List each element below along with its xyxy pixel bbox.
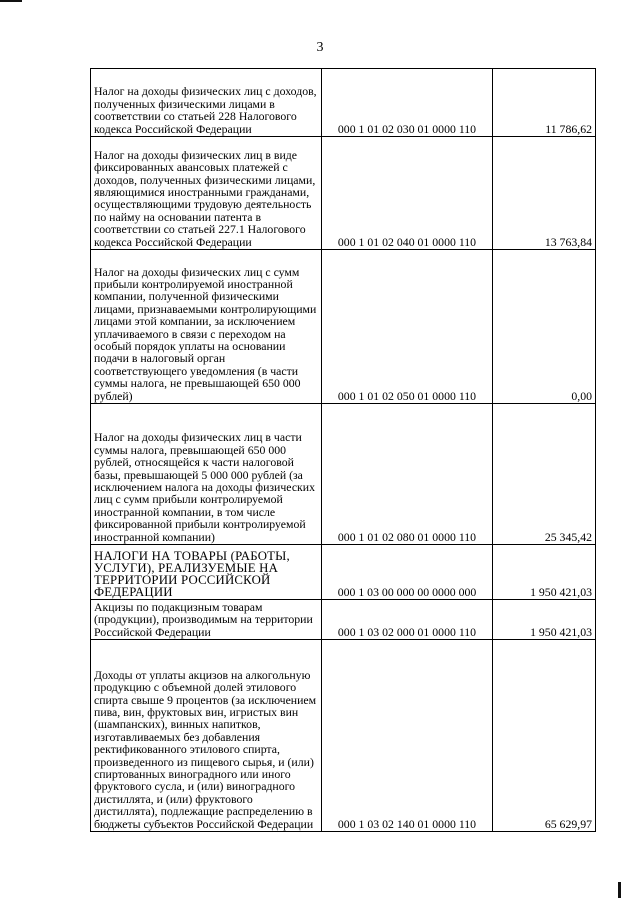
row-name: Акцизы по подакцизным товарам (продукции), производимым на территории Российской Федерации xyxy=(91,600,322,640)
row-name: Доходы от уплаты акцизов на алкогольную продукцию с объемной долей этилового спирта свыше 9 процентов (за исключением пива, вин, фруктовых вин, игристых вин (шампанских), винных напитков, изготавливаемых без добавления ректификованного этилового спирта, произведенного из пищевого сырья, и (или) спиртованных виноградного или иного фруктового сусла, и (или) виноградного дистиллята, и (или) фруктового дистиллята), подлежащие распределению в бюджеты субъектов Российской Федерации xyxy=(91,640,322,832)
table-row xyxy=(91,404,596,545)
row-amount: 11 786,62 xyxy=(493,69,596,137)
row-code: 000 1 03 02 140 01 0000 110 xyxy=(322,640,493,832)
row-name: Налог на доходы физических лиц с доходов, полученных физическими лицами в соответствии со статьей 228 Налогового кодекса Российской Федерации xyxy=(91,69,322,137)
row-code: 000 1 01 02 040 01 0000 110 xyxy=(322,137,493,250)
row-amount: 65 629,97 xyxy=(493,640,596,832)
scan-edge-mark xyxy=(618,882,621,898)
table-row-section xyxy=(91,545,596,600)
row-name: НАЛОГИ НА ТОВАРЫ (РАБОТЫ, УСЛУГИ), РЕАЛИЗУЕМЫЕ НА ТЕРРИТОРИИ РОССИЙСКОЙ ФЕДЕРАЦИИ xyxy=(91,545,322,600)
table-row xyxy=(91,137,596,250)
table-row xyxy=(91,600,596,640)
row-amount: 25 345,42 xyxy=(493,404,596,545)
row-name: Налог на доходы физических лиц с сумм прибыли контролируемой иностранной компании, полученной физическими лицами, признаваемыми контролирующими лицами этой компании, за исключением уплачиваемого в связи с переходом на особый порядок уплаты на основании подачи в налоговый орган соответствующего уведомления (в части суммы налога, не превышающей 650 000 рублей) xyxy=(91,250,322,404)
row-amount: 1 950 421,03 xyxy=(493,545,596,600)
row-code: 000 1 01 02 080 01 0000 110 xyxy=(322,404,493,545)
row-amount: 0,00 xyxy=(493,250,596,404)
row-code: 000 1 01 02 050 01 0000 110 xyxy=(322,250,493,404)
scan-corner-mark xyxy=(0,0,22,2)
table-row xyxy=(91,250,596,404)
row-code: 000 1 03 00 000 00 0000 000 xyxy=(322,545,493,600)
table-row xyxy=(91,640,596,832)
row-name: Налог на доходы физических лиц в части суммы налога, превышающей 650 000 рублей, относящейся к части налоговой базы, превышающей 5 000 000 рублей (за исключением налога на доходы физических лиц с сумм прибыли контролируемой иностранной компании, в том числе фиксированной прибыли контролируемой иностранной компании) xyxy=(91,404,322,545)
row-code: 000 1 03 02 000 01 0000 110 xyxy=(322,600,493,640)
table-row xyxy=(91,69,596,137)
row-amount: 13 763,84 xyxy=(493,137,596,250)
revenue-table xyxy=(90,68,596,832)
page-number: 3 xyxy=(316,40,324,55)
row-name: Налог на доходы физических лиц в виде фиксированных авансовых платежей с доходов, полученных физическими лицами, являющимися иностранными гражданами, осуществляющими трудовую деятельность по найму на основании патента в соответствии со статьей 227.1 Налогового кодекса Российской Федерации xyxy=(91,137,322,250)
row-code: 000 1 01 02 030 01 0000 110 xyxy=(322,69,493,137)
row-amount: 1 950 421,03 xyxy=(493,600,596,640)
